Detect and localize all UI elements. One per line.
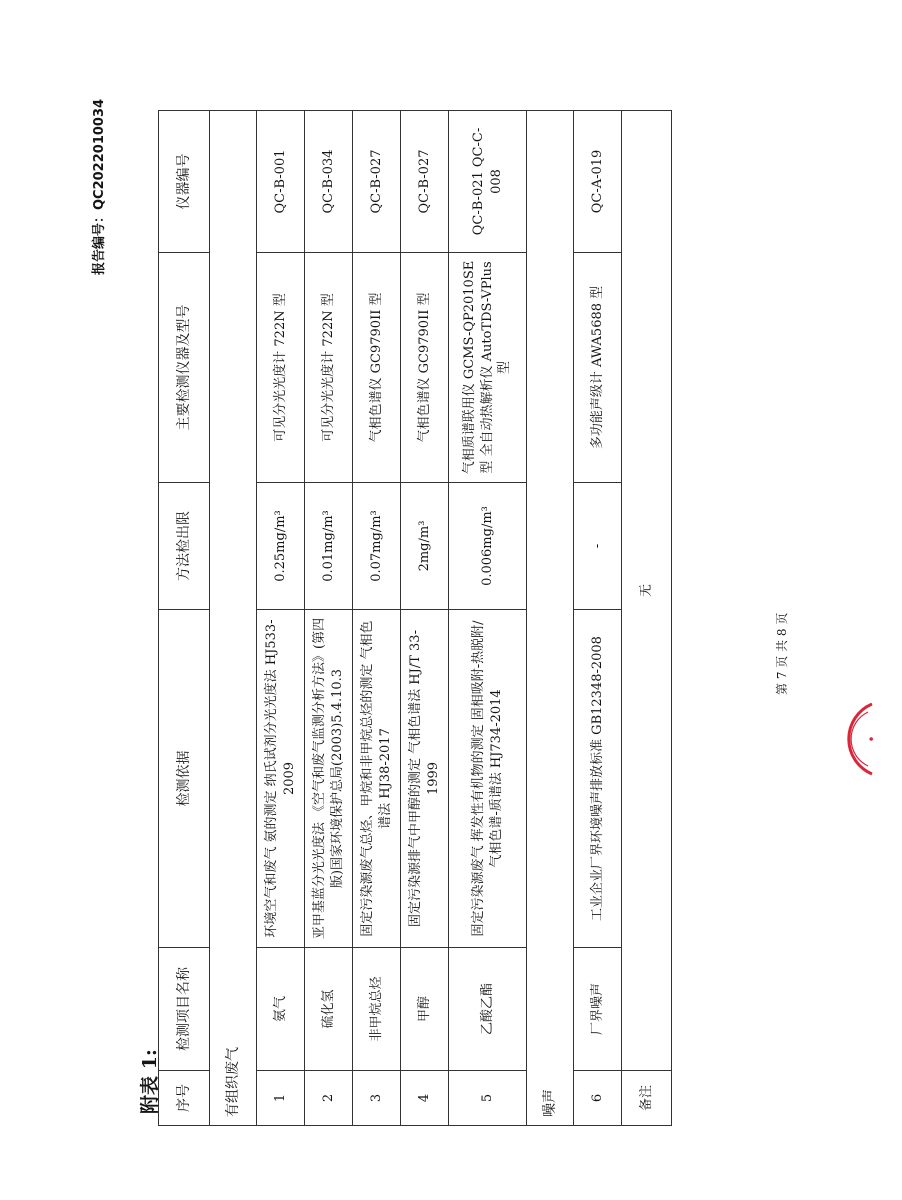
cell-instrument-id: QC-A-019 — [574, 111, 622, 253]
remark-label: 备注 — [622, 1071, 672, 1126]
red-seal-stamp — [812, 694, 902, 784]
cell-instrument: 气相色谱仪 GC9790II 型 — [353, 253, 401, 483]
table-header-row — [159, 111, 210, 1126]
cell-no: 4 — [401, 1071, 449, 1126]
table-row — [449, 111, 527, 1126]
cell-basis: 固定污染源废气 挥发性有机物的测定 固相吸附-热脱附/气相色谱-质谱法 HJ734-2014 — [449, 610, 527, 948]
cell-basis: 亚甲基蓝分光光度法 《空气和废气监测分析方法》(第四版)国家环境保护总局(2003)5.4.10.3 — [305, 610, 353, 948]
header-instrument-id: 仪器编号 — [159, 111, 210, 253]
cell-basis: 工业企业厂界环境噪声排放标准 GB12348-2008 — [574, 610, 622, 948]
cell-instrument: 气相色谱仪 GC9790II 型 — [401, 253, 449, 483]
cell-limit: 2mg/m³ — [401, 483, 449, 610]
remark-value: 无 — [622, 111, 672, 1071]
section-title-noise: 噪声 — [527, 111, 574, 1126]
appendix-title: 附表 1: — [139, 1049, 161, 1114]
cell-basis: 固定污染源排气中甲醇的测定 气相色谱法 HJ/T 33-1999 — [401, 610, 449, 948]
cell-basis: 环境空气和废气 氨的测定 纳氏试剂分光光度法 HJ533-2009 — [257, 610, 305, 948]
cell-no: 6 — [574, 1071, 622, 1126]
header-item-name: 检测项目名称 — [159, 948, 210, 1071]
cell-instrument-id: QC-B-021 QC-C-008 — [449, 111, 527, 253]
table-row — [353, 111, 401, 1126]
header-basis: 检测依据 — [159, 610, 210, 948]
cell-item: 硫化氢 — [305, 948, 353, 1071]
cell-item: 甲醇 — [401, 948, 449, 1071]
cell-limit: - — [574, 483, 622, 610]
header-detection-limit: 方法检出限 — [159, 483, 210, 610]
header-serial-no: 序号 — [159, 1071, 210, 1126]
cell-instrument: 气相质谱联用仪 GCMS-QP2010SE 型 全自动热解析仪 AutoTDS-VPlus 型 — [449, 253, 527, 483]
cell-item: 乙酸乙酯 — [449, 948, 527, 1071]
section-title-organized-exhaust: 有组织废气 — [210, 111, 257, 1126]
section-row — [527, 111, 574, 1126]
detection-method-table — [158, 110, 672, 1126]
cell-instrument: 可见分光光度计 722N 型 — [305, 253, 353, 483]
table-row — [305, 111, 353, 1126]
section-row — [210, 111, 257, 1126]
cell-no: 3 — [353, 1071, 401, 1126]
remark-row — [622, 111, 672, 1126]
svg-text:•: • — [865, 735, 879, 743]
cell-item: 氨气 — [257, 948, 305, 1071]
header-instrument: 主要检测仪器及型号 — [159, 253, 210, 483]
table-row — [257, 111, 305, 1126]
report-number: 报告编号：QC2022010034 — [92, 98, 107, 275]
cell-limit: 0.01mg/m³ — [305, 483, 353, 610]
cell-no: 5 — [449, 1071, 527, 1126]
cell-instrument-id: QC-B-034 — [305, 111, 353, 253]
cell-limit: 0.25mg/m³ — [257, 483, 305, 610]
cell-instrument: 多功能声级计 AWA5688 型 — [574, 253, 622, 483]
cell-item: 厂界噪声 — [574, 948, 622, 1071]
cell-no: 1 — [257, 1071, 305, 1126]
cell-instrument: 可见分光光度计 722N 型 — [257, 253, 305, 483]
cell-item: 非甲烷总烃 — [353, 948, 401, 1071]
cell-instrument-id: QC-B-027 — [353, 111, 401, 253]
cell-no: 2 — [305, 1071, 353, 1126]
cell-instrument-id: QC-B-001 — [257, 111, 305, 253]
cell-instrument-id: QC-B-027 — [401, 111, 449, 253]
cell-limit: 0.006mg/m³ — [449, 483, 527, 610]
table-row — [574, 111, 622, 1126]
cell-limit: 0.07mg/m³ — [353, 483, 401, 610]
page-footer: 第 7 页 共 8 页 — [775, 612, 789, 695]
table-row — [401, 111, 449, 1126]
cell-basis: 固定污染源废气总烃、甲烷和非甲烷总烃的测定 气相色谱法 HJ38-2017 — [353, 610, 401, 948]
